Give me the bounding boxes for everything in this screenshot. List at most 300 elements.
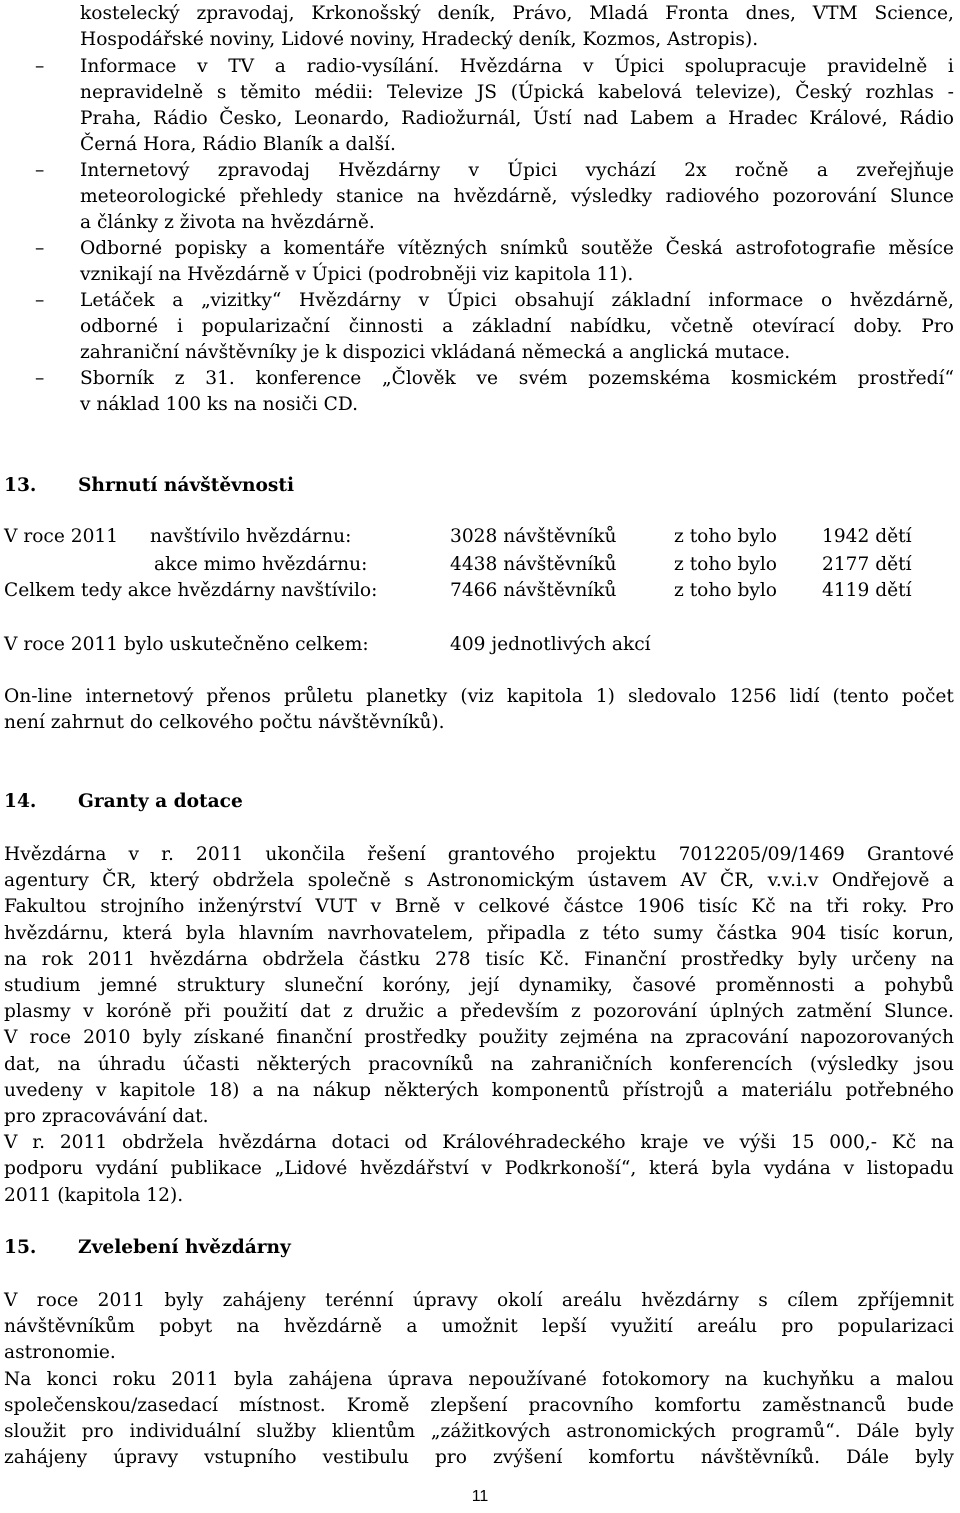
word: těmito [240,82,301,103]
word: umožnit [441,1316,518,1338]
paragraph-line [4,1078,954,1104]
paragraph-line [4,1314,954,1340]
bullet-line [80,288,954,314]
word: r. [161,844,174,865]
word: svém [518,368,568,389]
word: nepoužívané [468,1368,587,1390]
paragraph-line: 2011 (kapitola 12). [4,1184,184,1206]
word: Leonardo, [294,108,390,129]
word: Hvězdárna [4,844,107,865]
word: V [4,1290,18,1311]
word: v [83,1001,94,1023]
word: (viz [460,686,494,707]
word: který [149,870,200,892]
word: sluneční [284,975,364,996]
word: účasti [182,1053,240,1075]
word: ukončila [265,844,346,865]
word: klientům [331,1421,416,1442]
bullet-line [80,184,954,210]
word: 1) [595,686,615,707]
word: r. [32,1132,46,1154]
word: na [650,1027,674,1049]
word: vychází [585,160,656,181]
word: Slunce [889,186,954,207]
word: Televize [386,82,464,103]
word: Dále [846,1447,890,1469]
section-15-heading [4,1234,291,1262]
word: v [454,896,465,918]
word: a [869,1368,881,1390]
word: popularizaci [837,1316,954,1338]
bullet-dash-icon [35,236,44,262]
word: o [821,290,833,311]
word: hvězdárně, [849,290,954,311]
word: Slunce. [883,1001,954,1023]
word: Králové, [809,108,888,129]
word: řešení [367,844,426,865]
word: zveřejňuje [856,160,954,181]
word: agentury [4,870,89,892]
word: měsíce [888,238,954,259]
word: Brně [394,896,441,918]
word: společenskou/zasedací [4,1394,219,1416]
word: potřebného [845,1079,954,1101]
word: výsledky [570,186,653,207]
word: vydána [763,1158,831,1180]
word: služby [256,1421,317,1442]
word: tisíc [485,948,525,970]
word: kapitola [506,686,583,707]
bullet-dash-icon [35,158,44,184]
stats-cell: Celkem tedy akce hvězdárny navštívilo: [4,580,378,601]
actions-label: V roce 2011 bylo uskutečněno celkem: [4,634,369,655]
word: Letáček [80,290,155,311]
page-number: 11 [471,1488,489,1505]
word: i [947,56,954,77]
word: uvedeny [4,1079,83,1101]
paragraph-line [4,894,954,920]
word: ČR, [102,870,137,892]
word: nabídku, [570,316,652,337]
word: 2011 [97,1290,145,1311]
paragraph-line [4,921,954,947]
word: pobyt [159,1316,213,1338]
word: Fronta [665,3,729,24]
word: popularizační [201,316,330,337]
word: deník, [437,3,496,24]
word: internetový [85,686,194,707]
word: v [583,56,594,77]
word: s [404,870,414,892]
section-title: Zvelebení hvězdárny [78,1237,291,1258]
word: lepší [542,1316,587,1338]
word: Pro [921,896,954,918]
word: hvězdárně [283,1316,383,1338]
word: roky. [862,896,908,918]
word: komfortu [588,1447,675,1469]
stats-row [4,524,954,550]
word: hvězdárna [218,1132,317,1154]
word: jsou [915,1053,954,1075]
word: zaměstnanců [762,1394,887,1416]
word: grantového [447,844,555,865]
word: na [930,1132,954,1154]
word: nad [583,108,619,129]
bullet-dash-icon [35,54,44,80]
paragraph-line [4,1288,954,1314]
word: zpříjemnit [857,1290,954,1311]
word: která [122,922,173,944]
word: byla [233,1368,274,1390]
word: obdržela [121,1132,204,1154]
word: studium [4,975,81,996]
word: a [436,1001,448,1023]
bullet-line [80,314,954,340]
stats-cell: V roce 2011 [4,526,119,547]
word: z [174,368,185,389]
word: pozorování [772,186,877,207]
section-number: 14. [4,791,37,812]
word: od [404,1132,428,1154]
word: podporu [4,1158,83,1180]
stats-cell: 4438 návštěvníků [450,554,617,575]
word: prostředky [364,1027,467,1049]
word: navrhovatelem, [327,922,474,944]
paragraph-line [4,999,954,1025]
word: a [274,56,286,77]
word: částce [563,896,624,918]
paragraph-line: pro zpracovávání dat. [4,1106,209,1127]
word: a [705,108,717,129]
paragraph-line [4,1419,954,1445]
word: Informace [80,56,177,77]
word: úhradu [97,1053,166,1075]
paragraph-line [4,842,954,868]
word: výši [739,1132,776,1154]
word: VUT [315,896,357,918]
word: obdržela [262,948,345,970]
word: na [490,1053,514,1075]
word: Grantové [866,844,954,865]
word: pro [434,1447,467,1469]
word: 31. [205,368,235,389]
word: tisíc [698,896,738,918]
word: soutěže [580,238,653,259]
bullet-line: v náklad 100 ks na nosiči CD. [80,394,358,415]
bullet-line: zahraniční návštěvníky je k dispozici vkládaná německá a anglická mutace. [80,342,791,363]
word: časové [632,975,697,996]
stats-cell: z toho bylo [674,580,778,601]
word: Fakultou [4,896,87,918]
word: v [370,896,382,918]
word: komponentů [491,1079,610,1101]
word: Science, [874,3,954,24]
word: individuální [129,1421,241,1442]
section-number: 13. [4,475,37,496]
word: Sborník [80,368,154,389]
word: hvězdárny [641,1290,739,1311]
word: kapitole [119,1079,196,1101]
paragraph-line [4,973,954,999]
word: vítězných [397,238,488,259]
word: popisky [174,238,248,259]
word: dynamiky, [518,975,613,996]
word: počet [901,686,954,707]
word: Kč [891,1132,917,1154]
word: pracovníků [368,1053,474,1075]
word: pravidelně [827,56,928,77]
word: i [176,316,183,337]
word: V [4,1132,18,1154]
word: pro [781,1316,814,1338]
word: 278 [435,948,471,970]
word: byly [164,1290,204,1311]
word: 2010 [83,1027,131,1049]
word: korun, [892,922,954,944]
word: stanice [336,186,404,207]
word: cílem [787,1290,839,1311]
word: strojního [100,896,185,918]
word: koróně [106,1001,172,1023]
word: zahraničních [530,1053,653,1075]
word: některých [384,1079,479,1101]
word: 2011 [87,948,135,970]
word: rok [41,948,74,970]
word: družic [365,1001,425,1023]
paragraph-line [4,1445,954,1471]
word: celkové [478,896,550,918]
word: úpravy [113,1447,179,1469]
word: astronomických [566,1421,716,1442]
word: kraje [640,1132,689,1154]
word: areálu [697,1316,758,1338]
word: „zážitkových [430,1421,551,1442]
word: 1906 [637,896,685,918]
word: odborné [80,316,159,337]
word: úpravy [412,1290,478,1311]
word: Rádio [899,108,954,129]
word: na [416,186,441,207]
word: koróny, [382,975,452,996]
bullet-line [80,366,954,392]
word: kuchyňku [763,1368,855,1390]
word: byla [711,1158,751,1180]
word: Krkonošský [311,3,421,24]
word: Mladá [589,3,649,24]
word: na [789,896,813,918]
section-number: 15. [4,1237,37,1258]
word: Astronomickým [427,870,575,892]
word: s [216,82,227,103]
stats-cell: akce mimo hvězdárnu: [154,554,368,575]
actions-value: 409 jednotlivých akcí [450,634,651,655]
word: Finanční [584,948,667,970]
word: v [481,1158,492,1180]
word: dat [300,1001,331,1023]
word: hvězdárna [149,948,248,970]
paragraph-line [4,1130,954,1156]
word: 2011 [59,1132,108,1154]
word: programů“. [731,1421,841,1442]
word: meteorologické [80,186,227,207]
word: radio-vysílání. [306,56,440,77]
word: její [470,975,500,996]
word: Hvězdárny [338,160,441,181]
word: určeny [851,948,917,970]
word: materiálu [741,1079,833,1101]
word: Dále [856,1421,900,1442]
word: struktury [176,975,265,996]
word: v [843,1158,855,1180]
word: a [252,1079,264,1101]
word: listopadu [866,1158,954,1180]
stats-row [4,578,954,604]
stats-cell: navštívilo hvězdárnu: [150,526,352,547]
word: Internetový [80,160,190,181]
actions-row [4,632,954,658]
word: byly [915,1421,954,1442]
word: obdržela [212,870,295,892]
word: roce [36,1290,79,1311]
word: a [717,1079,729,1101]
word: doby. [853,316,903,337]
word: v [468,160,479,181]
word: (Úpická [510,82,585,103]
word: dnes, [745,3,796,24]
word: základní [472,316,552,337]
word: hvězdárně, [453,186,558,207]
paragraph-line [4,1156,954,1182]
word: získané [193,1027,265,1049]
word: zpravodaj, [196,3,295,24]
word: planetky [366,686,448,707]
word: lidí [789,686,820,707]
word: pro [81,1421,114,1442]
word: - [947,82,954,103]
word: z [579,922,590,944]
word: „vizitky“ [201,290,282,311]
stats-cell: 2177 dětí [822,554,912,575]
word: kosmickém [731,368,837,389]
word: TV [228,56,255,77]
word: na [724,1368,748,1390]
word: proměnnosti [715,975,835,996]
word: zatmění [796,1001,872,1023]
word: bude [907,1394,954,1416]
word: tisíc [839,922,880,944]
word: pracovního [528,1394,634,1416]
word: připadla [487,922,566,944]
word: publikace [170,1158,262,1180]
paragraph-line: astronomie. [4,1342,116,1364]
word: Na [4,1368,32,1390]
word: na [57,1053,81,1075]
section-title: Granty a dotace [78,791,243,812]
word: Rádio [153,108,208,129]
word: zahájeny [222,1290,306,1311]
word: ročně [734,160,789,181]
word: On-line [4,686,73,707]
word: a [406,1316,418,1338]
stats-cell: 7466 návštěvníků [450,580,617,601]
bullet-line [80,54,954,80]
word: inženýrství [198,896,302,918]
word: 2x [684,160,707,181]
stats-cell: 1942 dětí [822,526,912,547]
word: „Člověk [381,368,456,389]
word: především [460,1001,559,1023]
word: s [758,1290,768,1311]
word: obsahují [514,290,594,311]
word: kostelecký [80,3,180,24]
word: 18) [208,1079,240,1101]
word: zpracování [685,1027,789,1049]
word: přístrojů [622,1079,705,1101]
word: na [930,948,954,970]
word: společně [307,870,391,892]
word: otevírací [752,316,835,337]
word: Právo, [512,3,573,24]
bullet-line [80,158,954,184]
word: 1256 [729,686,777,707]
word: radiového [665,186,760,207]
stats-cell: 4119 dětí [822,580,912,601]
word: VTM [812,3,858,24]
word: úplných [709,1001,785,1023]
word: roce [29,1027,72,1049]
bullet-line: Černá Hora, Rádio Blaník a další. [80,134,396,155]
word: astrofotografie [735,238,876,259]
word: (tento [832,686,889,707]
top-line-1 [80,1,954,27]
paragraph-line [4,1393,954,1419]
word: a [942,870,954,892]
stats-row [4,552,954,578]
word: Česko, [219,108,283,129]
bullet-line: vznikají na Hvězdárně v Úpici (podrobněji viz kapitola 11). [80,264,634,285]
word: Úpici [507,160,558,181]
word: z [342,1001,353,1023]
word: byly [915,1447,954,1469]
word: spolupracuje [684,56,807,77]
word: přehledy [239,186,323,207]
word: snímků [499,238,569,259]
word: použity [478,1027,548,1049]
word: Odborné [80,238,163,259]
word: a [853,975,865,996]
word: v [95,1079,107,1101]
word: Český [795,82,852,103]
word: prostředí“ [857,368,954,389]
word: pozemskéma [588,368,711,389]
word: na [4,948,28,970]
word: Kromě [346,1394,410,1416]
word: tři [826,896,849,918]
word: V [4,1027,18,1049]
word: JS [476,82,498,103]
word: komfortu [654,1394,742,1416]
word: konference [255,368,362,389]
word: použití [223,1001,288,1023]
word: Ústí [532,108,572,129]
word: Úpici [446,290,497,311]
word: areálu [561,1290,622,1311]
word: která [649,1158,699,1180]
bullet-dash-icon [35,288,44,314]
stats-cell: z toho bylo [674,526,778,547]
word: konci [46,1368,98,1390]
word: finanční [276,1027,353,1049]
